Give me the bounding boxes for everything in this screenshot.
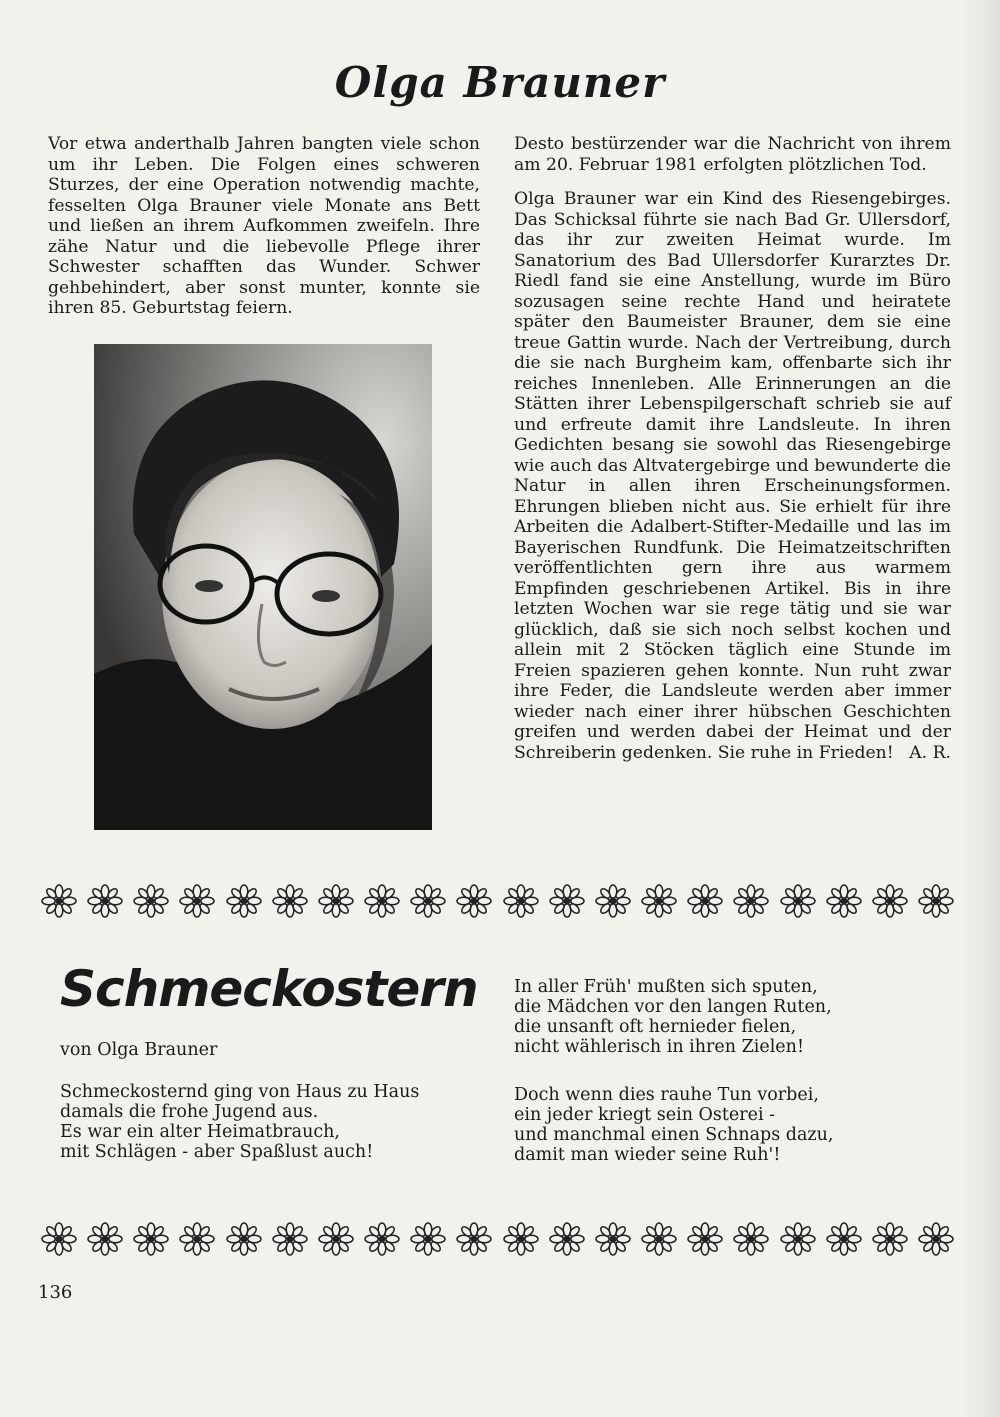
- flower-ornament-icon: [132, 884, 170, 918]
- flower-ornament-icon: [40, 884, 78, 918]
- obituary-paragraph-2: [514, 189, 951, 763]
- poem-line: Es war ein alter Heimatbrauch,: [60, 1122, 340, 1142]
- poem-byline: von Olga Brauner: [60, 1040, 218, 1060]
- flower-ornament-icon: [871, 884, 909, 918]
- flower-ornament-icon: [594, 1222, 632, 1256]
- flower-ornament-icon: [363, 1222, 401, 1256]
- ornament-divider-top: [40, 884, 955, 918]
- flower-ornament-icon: [640, 1222, 678, 1256]
- flower-ornament-icon: [732, 1222, 770, 1256]
- obituary-left-column: [48, 134, 480, 333]
- obituary-title: Olga Brauner: [334, 58, 666, 107]
- obituary-paragraph-1: Desto bestürzender war die Nachricht von ihrem am 20. Februar 1981 erfolgten plötzlichen Tod.: [514, 134, 951, 175]
- flower-ornament-icon: [132, 1222, 170, 1256]
- flower-ornament-icon: [317, 1222, 355, 1256]
- flower-ornament-icon: [363, 884, 401, 918]
- portrait-photo: [94, 344, 432, 830]
- flower-ornament-icon: [271, 1222, 309, 1256]
- flower-ornament-icon: [86, 884, 124, 918]
- flower-ornament-icon: [732, 884, 770, 918]
- flower-ornament-icon: [779, 1222, 817, 1256]
- flower-ornament-icon: [409, 884, 447, 918]
- poem-stanza-3: [514, 1085, 833, 1165]
- flower-ornament-icon: [686, 884, 724, 918]
- flower-ornament-icon: [178, 884, 216, 918]
- obituary-signature: A. R.: [909, 742, 951, 763]
- poem-line: und manchmal einen Schnaps dazu,: [514, 1125, 834, 1145]
- poem-stanza-2: [514, 977, 832, 1057]
- page-edge-shadow: [960, 0, 1000, 1417]
- poem-stanza-1: [60, 1082, 419, 1162]
- obituary-intro: Vor etwa anderthalb Jahren bangten viele schon um ihr Leben. Die Folgen eines schweren Sturzes, der eine Operation notwendig machte, fesselten Olga Brauner viele Monate ans Bett und ließen an ihrem Aufkommen zweifeln. Ihre zähe Natur und die liebevolle Pflege ihrer Schwester schafften das Wunder. Schwer gehbehindert, aber sonst munter, konnte sie ihren 85. Geburtstag feiern.: [48, 134, 480, 318]
- obituary-paragraph-2-text: Olga Brauner war ein Kind des Riesengebirges. Das Schicksal führte sie nach Bad Gr. Ullersdorf, das ihr zur zweiten Heimat wurde. Im Sanatorium des Bad Ullersdorfer Kurarztes Dr. Riedl fand sie eine Anstellung, wurde im Büro sozusagen seine rechte Hand und heiratete später den Baumeister Brauner, dem sie eine treue Gattin wurde. Nach der Vertreibung, durch die sie nach Burgheim kam, offenbarte sich ihr reiches Innenleben. Alle Erinnerungen an die Stätten ihrer Lebenspilgerschaft schrieb sie auf und erfreute damit ihre Landsleute. In ihren Gedichten besang sie sowohl das Riesengebirge wie auch das Altvatergebirge und bewunderte die Natur in allen ihren Erscheinungsformen. Ehrungen blieben nicht aus. Sie erhielt für ihre Arbeiten die Adalbert-Stifter-Medaille und las im Bayerischen Rundfunk. Die Heimatzeitschriften veröffentlichten gern ihre aus warmem Empfinden geschriebenen Artikel. Bis in ihre letzten Wochen war sie rege tätig und sie war glücklich, daß sie sich noch selbst kochen und allein mit 2 Stöcken täglich eine Stunde im Freien spazieren gehen konnte. Nun ruht zwar ihre Feder, die Landsleute werden aber immer wieder nach einer ihrer hübschen Geschichten greifen und werden dabei der Heimat und der Schreiberin gedenken. Sie ruhe in Frieden!: [514, 189, 951, 763]
- poem-line: nicht wählerisch in ihren Zielen!: [514, 1037, 804, 1057]
- flower-ornament-icon: [502, 1222, 540, 1256]
- flower-ornament-icon: [548, 884, 586, 918]
- flower-ornament-icon: [640, 884, 678, 918]
- flower-ornament-icon: [225, 1222, 263, 1256]
- poem-line: die unsanft oft hernieder fielen,: [514, 1017, 797, 1037]
- flower-ornament-icon: [594, 884, 632, 918]
- poem-line: In aller Früh' mußten sich sputen,: [514, 977, 818, 997]
- flower-ornament-icon: [40, 1222, 78, 1256]
- flower-ornament-icon: [502, 884, 540, 918]
- flower-ornament-icon: [917, 1222, 955, 1256]
- poem-line: Schmeckosternd ging von Haus zu Haus: [60, 1082, 420, 1102]
- flower-ornament-icon: [825, 1222, 863, 1256]
- poem-line: die Mädchen vor den langen Ruten,: [514, 997, 832, 1017]
- flower-ornament-icon: [271, 884, 309, 918]
- flower-ornament-icon: [317, 884, 355, 918]
- flower-ornament-icon: [548, 1222, 586, 1256]
- flower-ornament-icon: [779, 884, 817, 918]
- flower-ornament-icon: [686, 1222, 724, 1256]
- flower-ornament-icon: [86, 1222, 124, 1256]
- page-number: 136: [38, 1282, 73, 1303]
- flower-ornament-icon: [225, 884, 263, 918]
- flower-ornament-icon: [917, 884, 955, 918]
- flower-ornament-icon: [871, 1222, 909, 1256]
- obituary-right-column: [514, 134, 951, 777]
- poem-line: Doch wenn dies rauhe Tun vorbei,: [514, 1085, 819, 1105]
- poem-line: ein jeder kriegt sein Osterei -: [514, 1105, 776, 1125]
- flower-ornament-icon: [455, 884, 493, 918]
- flower-ornament-icon: [178, 1222, 216, 1256]
- poem-line: damals die frohe Jugend aus.: [60, 1102, 319, 1122]
- poem-title: Schmeckostern: [60, 960, 478, 1018]
- poem-line: damit man wieder seine Ruh'!: [514, 1145, 781, 1165]
- poem-line: mit Schlägen - aber Spaßlust auch!: [60, 1142, 374, 1162]
- ornament-divider-bottom: [40, 1222, 955, 1256]
- flower-ornament-icon: [455, 1222, 493, 1256]
- flower-ornament-icon: [409, 1222, 447, 1256]
- flower-ornament-icon: [825, 884, 863, 918]
